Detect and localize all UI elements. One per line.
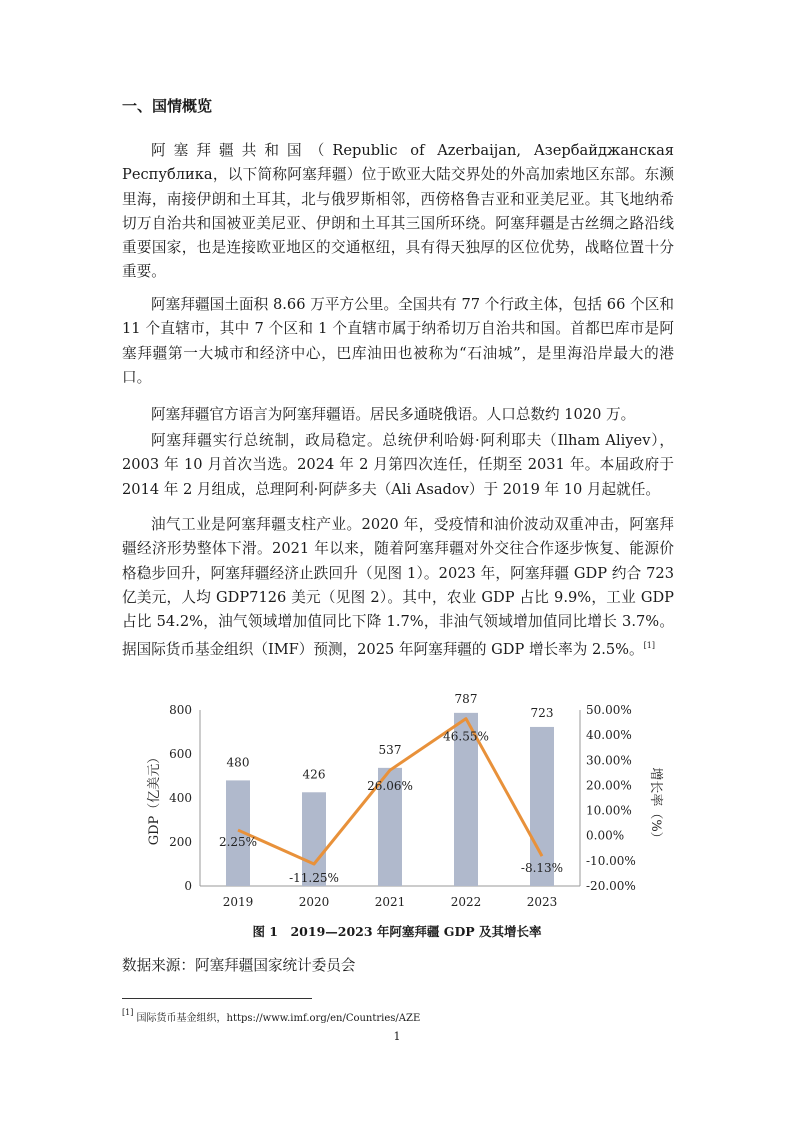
y2-axis-title: 增长率（%）: [648, 767, 663, 845]
y2-tick-label: 30.00%: [586, 753, 632, 768]
y2-tick-label: 10.00%: [586, 803, 632, 818]
x-tick-label: 2020: [298, 895, 330, 909]
y2-tick-label: 20.00%: [586, 778, 632, 793]
y-tick-label: 200: [169, 835, 192, 849]
growth-value-label: 26.06%: [367, 779, 413, 794]
y2-tick-label: 50.00%: [586, 703, 632, 717]
paragraph-economy: [122, 513, 674, 663]
gdp-chart: [140, 691, 663, 915]
bar-value-label: 787: [454, 691, 478, 706]
page-number: 1: [393, 1030, 401, 1043]
footnote-text[interactable]: 国际货币基金组织，https://www.imf.org/en/Countries/AZE: [133, 1013, 421, 1024]
x-tick-label: 2021: [374, 895, 406, 909]
bar-value-label: 537: [378, 742, 402, 757]
y-tick-label: 800: [169, 703, 192, 717]
bar-value-label: 426: [302, 767, 326, 782]
x-tick-label: 2023: [526, 895, 558, 909]
growth-value-label: 46.55%: [443, 729, 489, 744]
y2-tick-label: 40.00%: [586, 728, 632, 743]
footnote: [122, 1008, 420, 1024]
y-tick-label: 0: [184, 879, 192, 893]
bar-value-label: 723: [530, 705, 554, 720]
bar-value-label: 480: [226, 755, 250, 770]
paragraph-overview: 阿塞拜疆共和国（Republic of Azerbaijan, Азербайджанская Республика，以下简称阿塞拜疆）位于欧亚大陆交界处的外高加索地区东部。东濒里海，南接伊朗和土耳其，北与俄罗斯相邻，西傍格鲁吉亚和亚美尼亚。其飞地纳希切万自治共和国被亚美尼亚、伊朗和土耳其三国所环绕。阿塞拜疆是古丝绸之路沿线重要国家，也是连接欧亚地区的交通枢纽，具有得天独厚的区位优势，战略位置十分重要。: [122, 142, 674, 281]
x-tick-label: 2019: [222, 895, 254, 909]
y2-tick-label: 0.00%: [586, 828, 625, 843]
footnote-divider: [122, 998, 312, 999]
figure-caption: 图 1 2019—2023 年阿塞拜疆 GDP 及其增长率: [252, 924, 542, 939]
x-tick-label: 2022: [450, 895, 482, 909]
growth-value-label: -8.13%: [520, 861, 564, 876]
footnote-mark: [1]: [122, 1008, 134, 1017]
section-heading: 一、国情概览: [122, 97, 213, 115]
footnote-reference[interactable]: [1]: [643, 641, 655, 651]
data-source: 数据来源：阿塞拜疆国家统计委员会: [122, 957, 356, 974]
growth-value-label: 2.25%: [218, 835, 258, 850]
paragraph-territory: 阿塞拜疆国土面积 8.66 万平方公里。全国共有 77 个行政主体，包括 66 个区和 11 个直辖市，其中 7 个区和 1 个直辖市属于纳希切万自治共和国。首都巴库市是阿塞拜疆第一大城市和经济中心，巴库油田也被称为“石油城”，是里海沿岸最大的港口。: [122, 296, 674, 386]
y-tick-label: 400: [169, 791, 192, 805]
paragraph-economy-text: 油气工业是阿塞拜疆支柱产业。2020 年，受疫情和油价波动双重冲击，阿塞拜疆经济形势整体下滑。2021 年以来，随着阿塞拜疆对外交往合作逐步恢复、能源价格稳步回升，阿塞拜疆经济止跌回升（见图 1）。2023 年，阿塞拜疆 GDP 约合 723 亿美元，人均 GDP7126 美元（见图 2）。其中，农业 GDP 占比 9.9%，工业 GDP 占比 54.2%，油气领域增加值同比下降 1.7%，非油气领域增加值同比增长 3.7%。据国际货币基金组织（IMF）预测，2025 年阿塞拜疆的 GDP 增长率为 2.5%。: [122, 516, 674, 659]
y2-tick-label: -10.00%: [586, 853, 636, 868]
paragraph-politics: 阿塞拜疆实行总统制，政局稳定。总统伊利哈姆·阿利耶夫（Ilham Aliyev），2003 年 10 月首次当选。2024 年 2 月第四次连任，任期至 2031 年。本届政府于 2014 年 2 月组成，总理阿利·阿萨多夫（Ali Asadov）于 2019 年 10 月起就任。: [122, 432, 674, 498]
y2-tick-label: -20.00%: [586, 879, 636, 893]
paragraph-language: 阿塞拜疆官方语言为阿塞拜疆语。居民多通晓俄语。人口总数约 1020 万。: [151, 406, 636, 423]
y-tick-label: 600: [169, 747, 192, 761]
growth-value-label: -11.25%: [289, 871, 339, 885]
y-axis-title: GDP（亿美元）: [147, 750, 162, 846]
